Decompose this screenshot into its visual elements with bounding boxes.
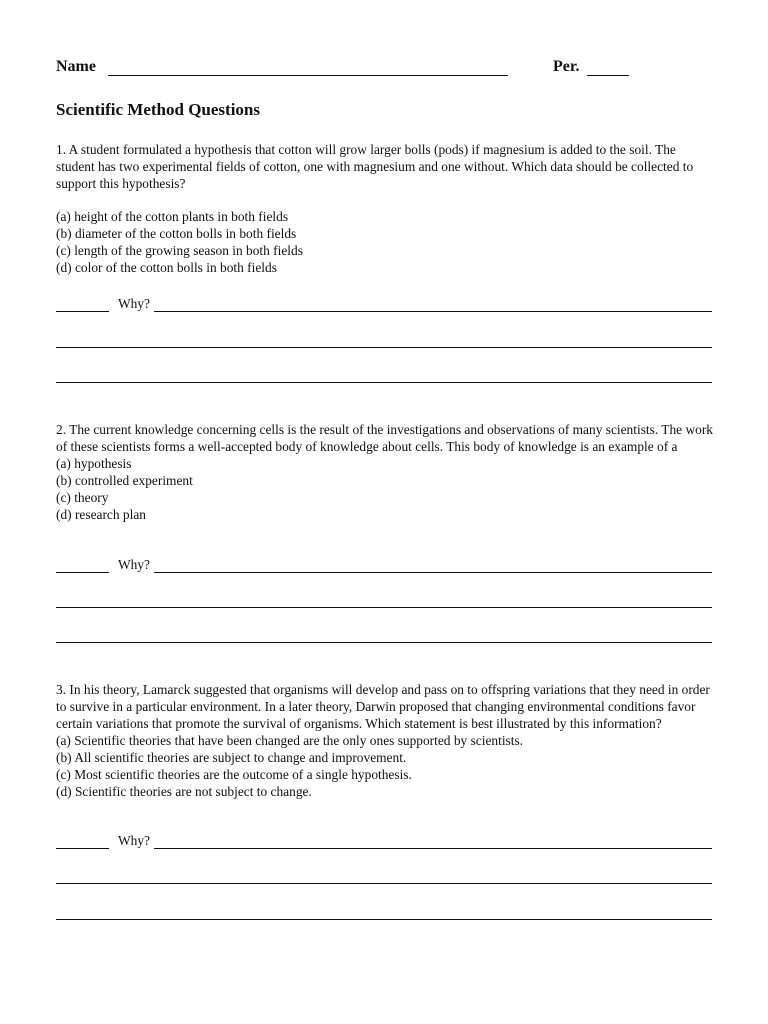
question-2-stem: 2. The current knowledge concerning cells is the result of the investigations and observations of many scientists. The work of these scientists forms a well-accepted body of knowledge about cells. This body of knowledge is an example of a [56, 422, 713, 454]
answer-line[interactable] [56, 607, 712, 608]
answer-blank[interactable] [56, 833, 109, 849]
answer-blank[interactable] [56, 557, 109, 573]
page-title: Scientific Method Questions [56, 100, 260, 119]
option-a: (a) height of the cotton plants in both fields [56, 209, 289, 224]
question-1 [56, 141, 716, 276]
question-3-stem: 3. In his theory, Lamarck suggested that organisms will develop and pass on to offspring variations that they need in order to survive in a particular environment. In a later theory, Darwin proposed that changing environmental conditions favor certain variations that promote the survival of organisms. Which statement is best illustrated by this information? [56, 682, 710, 731]
why-label: Why? [118, 557, 150, 572]
answer-line[interactable] [56, 642, 712, 643]
option-b: (b) All scientific theories are subject to change and improvement. [56, 750, 407, 765]
option-d: (d) Scientific theories are not subject to change. [56, 784, 312, 799]
answer-line[interactable] [56, 347, 712, 348]
question-1-answer-row [56, 296, 712, 314]
question-1-stem: 1. A student formulated a hypothesis that cotton will grow larger bolls (pods) if magnesium is added to the soil. The student has two experimental fields of cotton, one with magnesium and one without. Which data should be collected to support this hypothesis? [56, 142, 694, 191]
why-line[interactable] [154, 557, 712, 573]
period-label: Per. [553, 58, 580, 75]
question-2-options [56, 455, 716, 523]
option-a: (a) hypothesis [56, 456, 132, 471]
question-3 [56, 681, 716, 800]
option-d: (d) research plan [56, 507, 146, 522]
option-c: (c) Most scientific theories are the outcome of a single hypothesis. [56, 767, 412, 782]
option-a: (a) Scientific theories that have been changed are the only ones supported by scientists. [56, 733, 524, 748]
answer-line[interactable] [56, 382, 712, 383]
why-label: Why? [118, 833, 150, 848]
option-c: (c) length of the growing season in both fields [56, 243, 303, 258]
why-line[interactable] [154, 296, 712, 312]
name-blank-line[interactable] [108, 58, 508, 76]
option-d: (d) color of the cotton bolls in both fields [56, 260, 277, 275]
why-line[interactable] [154, 833, 712, 849]
header-row [56, 58, 716, 80]
period-blank-line[interactable] [587, 58, 629, 76]
option-c: (c) theory [56, 490, 109, 505]
question-2-answer-row [56, 557, 712, 575]
question-3-options [56, 732, 716, 800]
option-b: (b) diameter of the cotton bolls in both fields [56, 226, 297, 241]
answer-line[interactable] [56, 883, 712, 884]
question-1-options [56, 208, 716, 276]
why-label: Why? [118, 296, 150, 311]
answer-blank[interactable] [56, 296, 109, 312]
question-3-answer-row [56, 833, 712, 851]
name-label: Name [56, 58, 96, 75]
option-b: (b) controlled experiment [56, 473, 193, 488]
question-2 [56, 421, 716, 523]
answer-line[interactable] [56, 919, 712, 920]
